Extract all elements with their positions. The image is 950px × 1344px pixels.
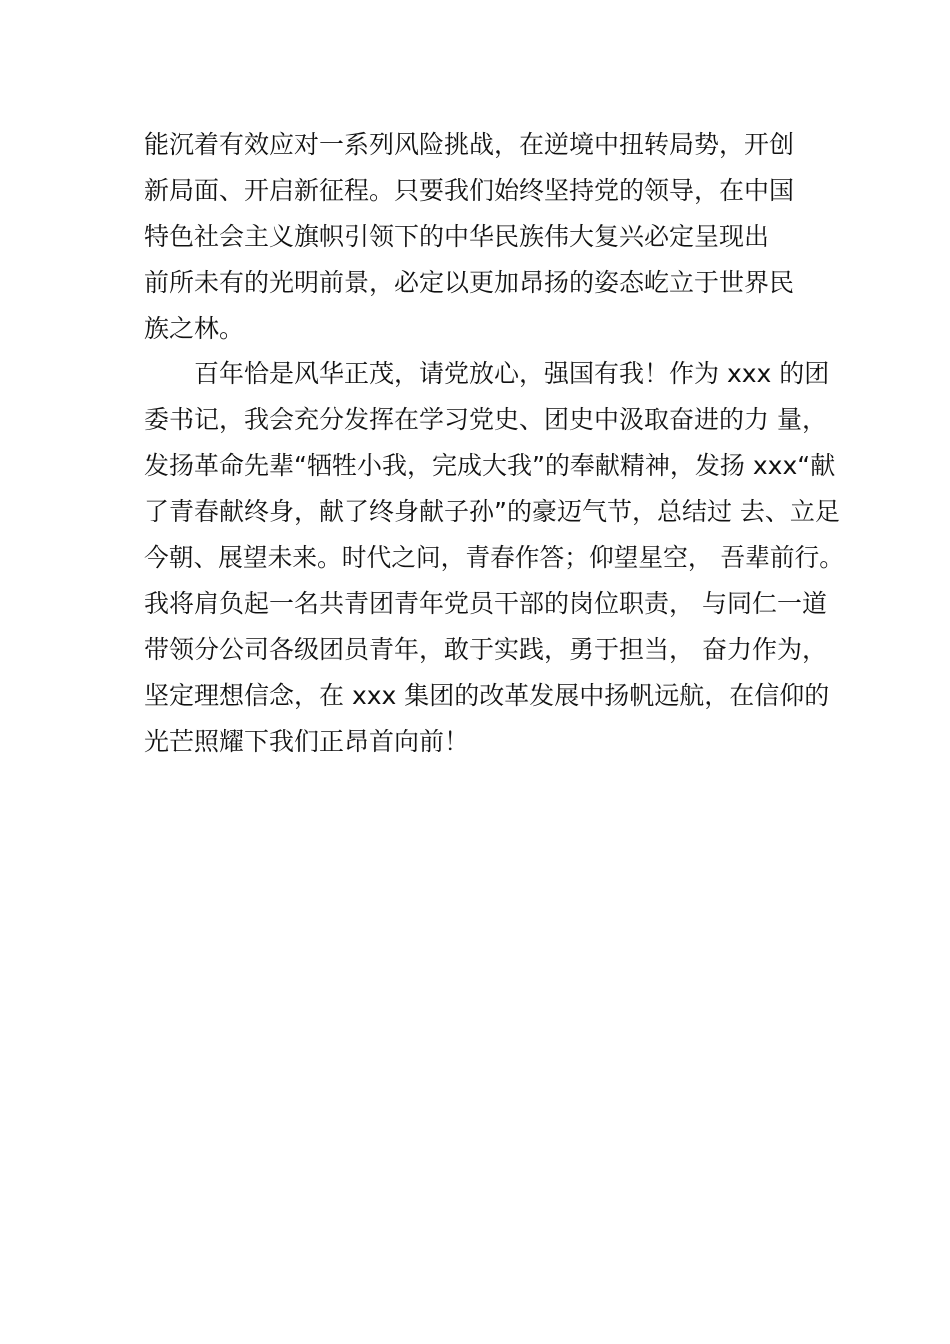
text-line: 光芒照耀下我们正昂首向前！ — [144, 726, 470, 756]
text-line: 我将肩负起一名共青团青年党员干部的岗位职责， 与同仁一道 — [144, 588, 827, 618]
text-line: 新局面、开启新征程。只要我们始终坚持党的领导，在中国 — [144, 175, 795, 205]
text-line: 前所未有的光明前景，必定以更加昂扬的姿态屹立于世界民 — [144, 267, 795, 297]
text-line: 能沉着有效应对一系列风险挑战，在逆境中扭转局势，开创 — [144, 130, 795, 159]
text-line: 今朝、展望未来。时代之问，青春作答；仰望星空， 吾辈前行。 — [144, 543, 844, 573]
paragraph-continuation — [144, 122, 844, 351]
paragraph-pledge — [144, 351, 844, 764]
text-line: 特色社会主义旗帜引领下的中华民族伟大复兴必定呈现出 — [144, 221, 770, 251]
text-line: 带领分公司各级团员青年，敢于实践，勇于担当， 奋力作为， — [144, 634, 827, 664]
text-line: 委书记，我会充分发挥在学习党史、团史中汲取奋进的力 量， — [144, 405, 827, 435]
text-line: 族之林。 — [144, 313, 245, 343]
text-line: 发扬革命先辈“牺牲小我，完成大我”的奉献精神，发扬 xxx“献 — [144, 451, 836, 481]
text-line: 了青春献终身，献了终身献子孙”的豪迈气节，总结过 去、立足 — [144, 497, 840, 527]
text-line: 百年恰是风华正茂，请党放心，强国有我！作为 xxx 的团 — [194, 359, 830, 389]
body-text — [144, 122, 844, 764]
text-line: 坚定理想信念，在 xxx 集团的改革发展中扬帆远航，在信仰的 — [144, 680, 830, 710]
